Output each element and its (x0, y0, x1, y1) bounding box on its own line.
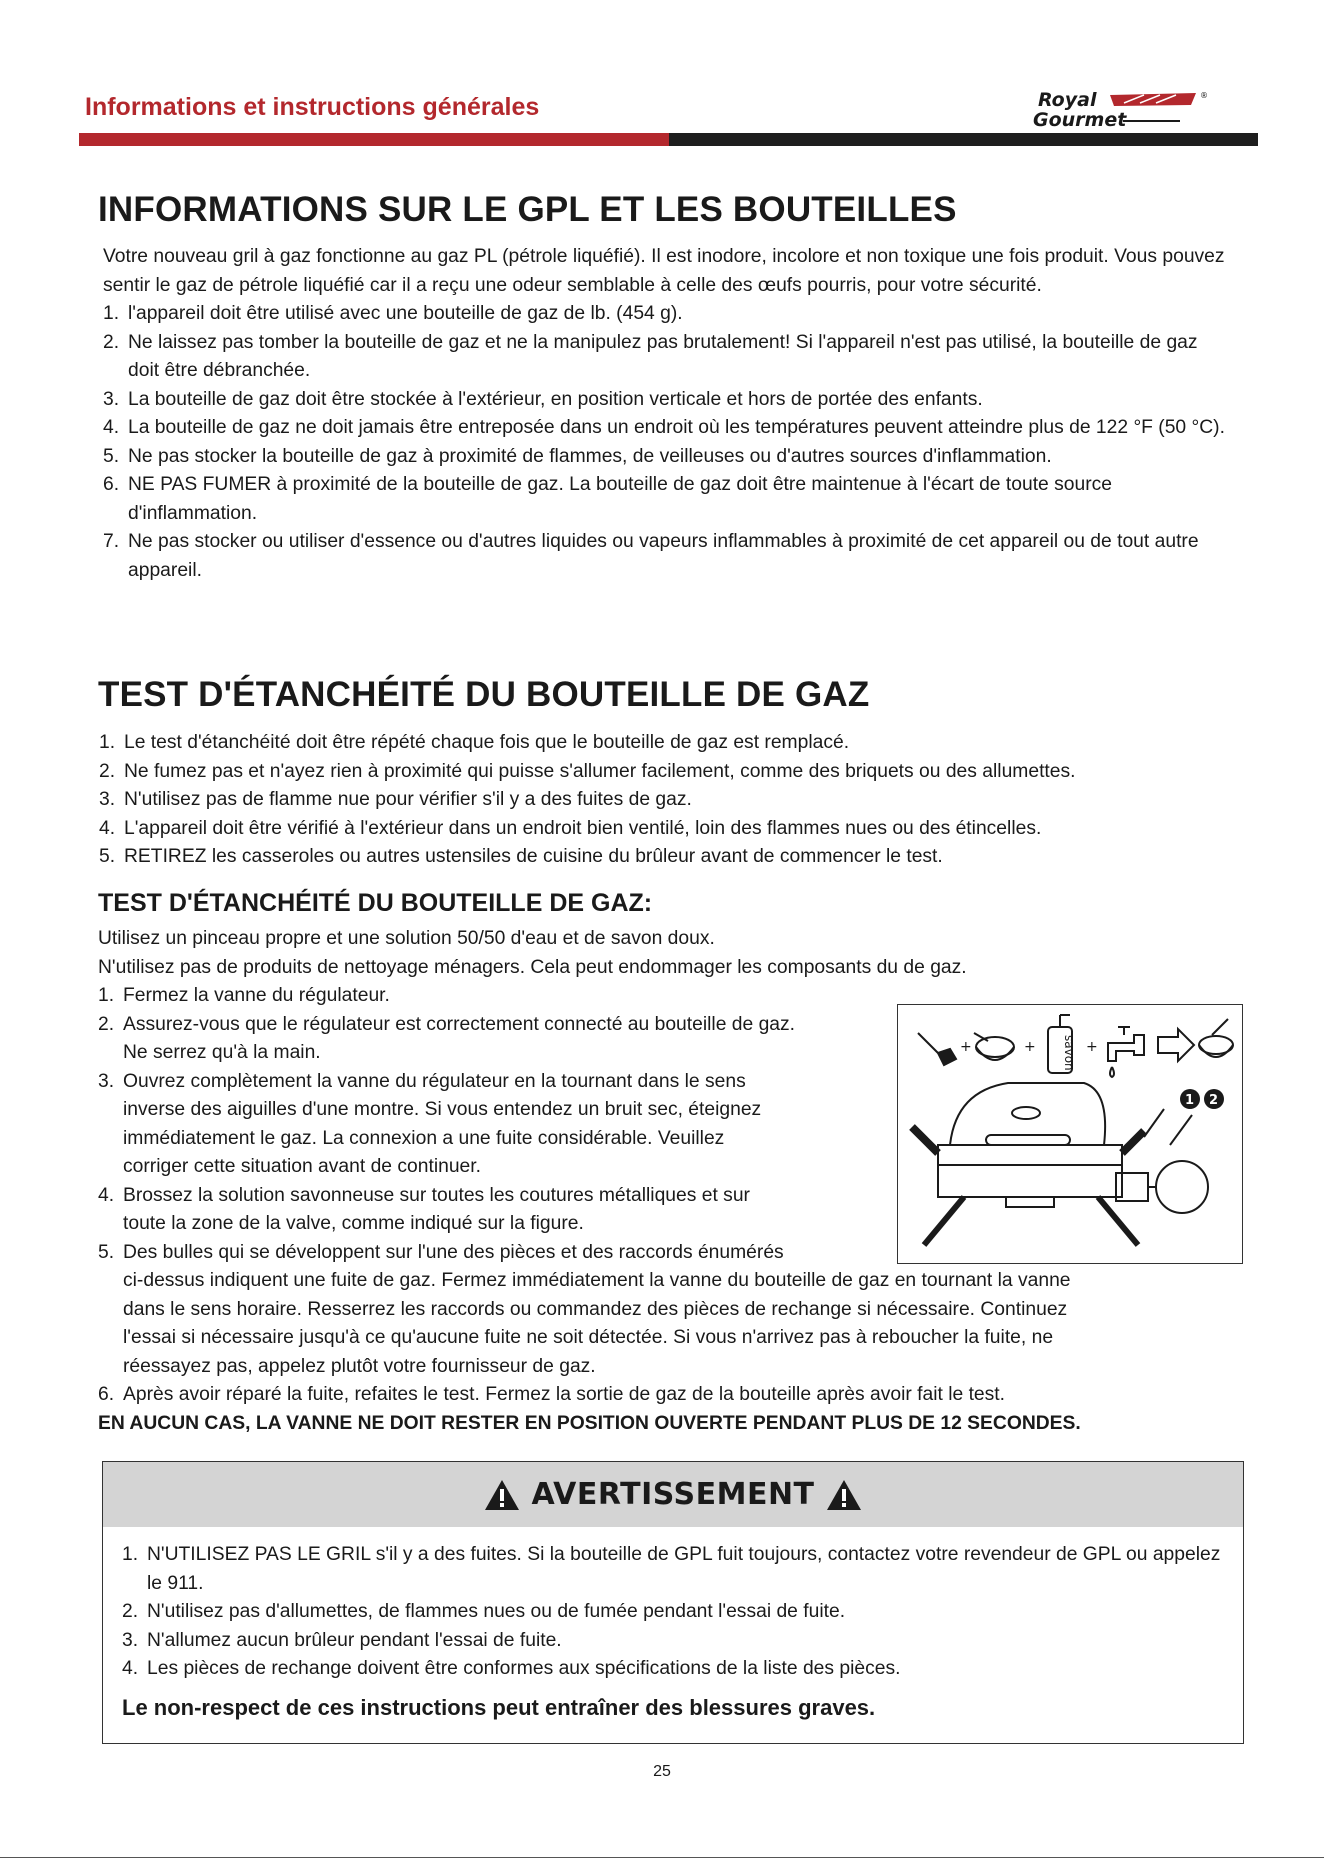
page-number: 25 (653, 1763, 671, 1780)
warning-body (122, 1541, 1224, 1722)
header-bar-dark (669, 133, 1258, 146)
list-item: 6. NE PAS FUMER à proximité de la bouteille de gaz. La bouteille de gaz doit être maintenue à l'écart de toute source d'inflammation. (103, 474, 1113, 524)
bowl-icon (974, 1033, 1014, 1060)
list-item: 6. Après avoir réparé la fuite, refaites le test. Fermez la sortie de gaz de la bouteille après avoir fait le test. (98, 1384, 1006, 1405)
list-item: 4. Les pièces de rechange doivent être conformes aux spécifications de la liste des pièces. (122, 1658, 901, 1679)
list-item: 5. RETIREZ les casseroles ou autres ustensiles de cuisine du brûleur avant de commencer le test. (99, 846, 943, 867)
warning-triangle-icon (825, 1478, 863, 1512)
warning-title: AVERTISSEMENT (531, 1477, 815, 1512)
brush-icon (918, 1033, 956, 1065)
list-item: 3. N'utilisez pas de flamme nue pour vérifier s'il y a des fuites de gaz. (99, 789, 692, 810)
procedure-intro-1: Utilisez un pinceau propre et une solution 50/50 d'eau et de savon doux. (98, 928, 715, 949)
list-item: 5. Ne pas stocker la bouteille de gaz à proximité de flammes, de veilleuses ou d'autres sources d'inflammation. (103, 445, 1052, 467)
list-item: 1. Le test d'étanchéité doit être répété chaque fois que le bouteille de gaz est remplacé. (99, 732, 850, 753)
grill-icon (912, 1083, 1208, 1245)
list-item: 5. Des bulles qui se développent sur l'une des pièces et des raccords énumérés ci-dessus indiquent une fuite de gaz. Fermez immédiatement la vanne du bouteille de gaz en tournant la vanne dans le sens horaire. Resserrez les raccords ou commandez des pièces de rechange si nécessaire. Continuez l'essai si nécessaire jusqu'à ce qu'aucune fuite ne soit détectée. Si vous n'arrivez pas à reboucher la fuite, ne réessayez pas, appelez plutôt votre fournisseur de gaz. (98, 1241, 1071, 1377)
lpg-section-title: INFORMATIONS SUR LE GPL ET LES BOUTEILLES (98, 190, 957, 229)
logo-word-gourmet: Gourmet (1033, 109, 1127, 130)
leak-test-figure (897, 1004, 1243, 1264)
callout-2: 2 (1209, 1093, 1219, 1108)
mixing-bowl-icon (1199, 1019, 1233, 1057)
warning-header (103, 1462, 1243, 1527)
valve-warning-note: EN AUCUN CAS, LA VANNE NE DOIT RESTER EN POSITION OUVERTE PENDANT PLUS DE 12 SECONDES. (98, 1412, 1081, 1434)
list-item: 3. La bouteille de gaz doit être stockée à l'extérieur, en position verticale et hors de portée des enfants. (103, 388, 983, 410)
logo-word-royal: Royal (1038, 89, 1097, 111)
list-item: 2. Assurez-vous que le régulateur est correctement connecté au bouteille de gaz. Ne serrez qu'à la main. (98, 1013, 796, 1063)
list-item: 4. Brossez la solution savonneuse sur toutes les coutures métalliques et sur toute la zone de la valve, comme indiqué sur la figure. (98, 1184, 750, 1234)
list-item: 3. Ouvrez complètement la vanne du régulateur en la tournant dans le sens inverse des aiguilles d'une montre. Si vous entendez un bruit sec, éteignez immédiatement le gaz. La connexion a une fuite considérable. Veuillez corriger cette situation avant de continuer. (98, 1070, 762, 1177)
plus-sign: + (1024, 1039, 1036, 1055)
leak-test-list (99, 729, 1239, 872)
warning-triangle-icon (483, 1478, 521, 1512)
lpg-intro: Votre nouveau gril à gaz fonctionne au gaz PL (pétrole liquéfié). Il est inodore, incolore et non toxique une fois produit. Vous pouvez sentir le gaz de pétrole liquéfié car il a reçu une odeur semblable à celle des œufs pourris, pour votre sécurité. (103, 246, 1225, 296)
procedure-intro-2: N'utilisez pas de produits de nettoyage ménagers. Cela peut endommager les composants du de gaz. (98, 956, 967, 978)
arrow-right-icon (1158, 1029, 1194, 1061)
plus-sign: + (960, 1039, 972, 1055)
warning-footer: Le non-respect de ces instructions peut entraîner des blessures graves. (122, 1694, 876, 1720)
list-item: 1. N'UTILISEZ PAS LE GRIL s'il y a des fuites. Si la bouteille de GPL fuit toujours, contactez votre revendeur de GPL ou appelez le 911. (122, 1544, 1221, 1594)
lpg-list (103, 300, 1233, 585)
leak-test-body (99, 729, 1239, 872)
list-item: 2. Ne fumez pas et n'ayez rien à proximité qui puisse s'allumer facilement, comme des briquets ou des allumettes. (99, 760, 1076, 782)
list-item: 2. N'utilisez pas d'allumettes, de flammes nues ou de fumée pendant l'essai de fuite. (122, 1601, 846, 1622)
header-bar-red (79, 133, 669, 146)
list-item: 3. N'allumez aucun brûleur pendant l'essai de fuite. (122, 1629, 562, 1651)
savon-label: savon (1062, 1035, 1076, 1071)
registered-mark: ® (1200, 91, 1208, 100)
lpg-section-body (103, 243, 1233, 585)
leak-test-illustration (898, 1005, 1244, 1265)
warning-list (122, 1541, 1224, 1684)
plus-sign: + (1086, 1039, 1098, 1055)
warning-box (102, 1461, 1244, 1744)
leak-procedure-title: TEST D'ÉTANCHÉITÉ DU BOUTEILLE DE GAZ: (98, 889, 653, 917)
list-item: 4. La bouteille de gaz ne doit jamais être entreposée dans un endroit où les températures peuvent atteindre plus de 122 °F (50 °C). (103, 417, 1225, 438)
faucet-icon (1108, 1027, 1144, 1077)
list-item: 1. Fermez la vanne du régulateur. (98, 985, 390, 1006)
bottom-rule (0, 1857, 1324, 1858)
royal-gourmet-logo (1028, 88, 1228, 130)
leak-test-title: TEST D'ÉTANCHÉITÉ DU BOUTEILLE DE GAZ (98, 675, 870, 714)
callout-1: 1 (1185, 1093, 1195, 1108)
section-header-title: Informations et instructions générales (85, 93, 540, 121)
list-item: 1. l'appareil doit être utilisé avec une bouteille de gaz de lb. (454 g). (103, 303, 683, 324)
list-item: 4. L'appareil doit être vérifié à l'extérieur dans un endroit bien ventilé, loin des flammes nues ou des étincelles. (99, 817, 1042, 839)
list-item: 2. Ne laissez pas tomber la bouteille de gaz et ne la manipulez pas brutalement! Si l'appareil n'est pas utilisé, la bouteille de gaz doit être débranchée. (103, 331, 1198, 381)
list-item: 7. Ne pas stocker ou utiliser d'essence ou d'autres liquides ou vapeurs inflammables à proximité de cet appareil ou de tout autre appareil. (103, 531, 1199, 581)
